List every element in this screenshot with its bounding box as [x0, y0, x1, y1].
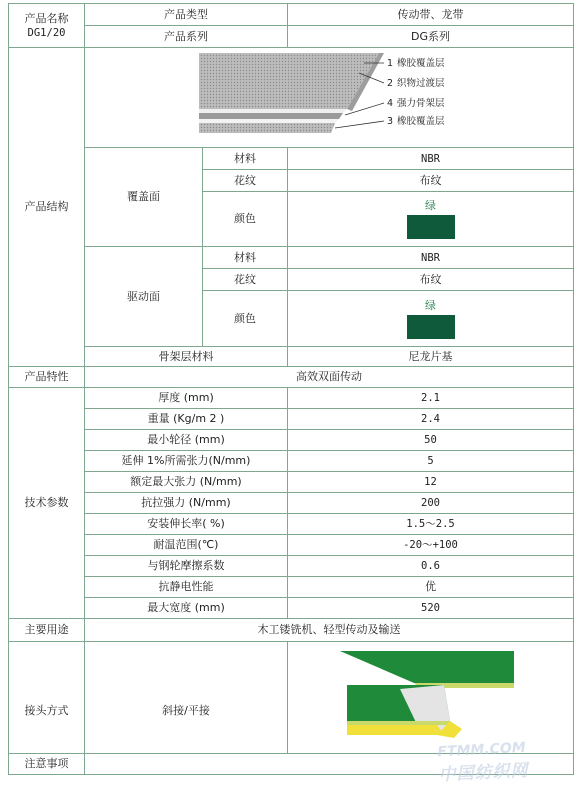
joint-diagram [292, 643, 572, 748]
tech-param-value: 5 [288, 451, 574, 472]
layer-label-3: 3 [387, 115, 394, 127]
tech-param-name: 安装伸长率( %) [85, 514, 288, 535]
tech-param-value: 0.6 [288, 556, 574, 577]
tech-param-name: 抗拉强力 (N/mm) [85, 493, 288, 514]
tech-row [9, 430, 574, 451]
cover-material-value: NBR [288, 148, 574, 170]
cover-color-swatch [407, 215, 455, 239]
drive-color-label: 颜色 [203, 291, 288, 347]
cover-pattern-value: 布纹 [288, 170, 574, 192]
layer-label-2: 2 [387, 77, 394, 89]
tech-param-name: 重量 (Kg/m 2 ) [85, 409, 288, 430]
features-value: 高效双面传动 [85, 367, 574, 388]
tech-param-name: 耐温范围(℃) [85, 535, 288, 556]
usage-label: 主要用途 [9, 619, 85, 642]
tech-param-name: 延伸 1%所需张力(N/mm) [85, 451, 288, 472]
layer-name-4: 强力骨架层 [397, 97, 445, 109]
cover-material-label: 材料 [203, 148, 288, 170]
cover-color-label: 颜色 [203, 192, 288, 247]
spec-table [8, 3, 574, 775]
features-label: 产品特性 [9, 367, 85, 388]
product-series-value: DG系列 [288, 26, 574, 48]
drive-pattern-value: 布纹 [288, 269, 574, 291]
row-product-series [9, 26, 574, 48]
row-features [9, 367, 574, 388]
bottom-cover-layer [199, 123, 335, 133]
joint-label: 接头方式 [9, 642, 85, 754]
layer-label-1: 1 [387, 57, 394, 69]
drive-color-value: 绿 [425, 298, 436, 312]
tech-param-value: 1.5～2.5 [288, 514, 574, 535]
row-structure-diagram [9, 48, 574, 148]
drive-pattern-label: 花纹 [203, 269, 288, 291]
drive-color-swatch [407, 315, 455, 339]
layer-label-4: 4 [387, 97, 394, 109]
transition-layer-lower [199, 119, 339, 123]
product-code: DG1/20 [27, 26, 66, 39]
layer-name-2: 织物过渡层 [397, 77, 445, 89]
tech-param-value: 50 [288, 430, 574, 451]
layer-name-1: 橡胶覆盖层 [397, 57, 445, 69]
tech-param-value: 2.1 [288, 388, 574, 409]
belt-structure-diagram [179, 51, 479, 141]
watermark [437, 740, 529, 786]
layer-name-3: 橡胶覆盖层 [397, 115, 445, 127]
structure-label: 产品结构 [9, 48, 85, 367]
tech-param-name: 厚度 (mm) [85, 388, 288, 409]
lower-belt-piece [347, 685, 462, 738]
tech-param-name: 额定最大张力 (N/mm) [85, 472, 288, 493]
tech-row [9, 598, 574, 619]
product-series-label: 产品系列 [85, 26, 288, 48]
tech-row [9, 472, 574, 493]
tech-row [9, 577, 574, 598]
usage-value: 木工镂铣机、轻型传动及输送 [85, 619, 574, 642]
tech-param-name: 抗静电性能 [85, 577, 288, 598]
watermark-line2: 中国纺织网 [438, 760, 530, 786]
tech-row [9, 388, 574, 409]
skeleton-layer [199, 113, 343, 119]
tech-param-value: -20～+100 [288, 535, 574, 556]
product-type-value: 传动带、龙带 [288, 4, 574, 26]
watermark-line1: FTMM.COM [436, 739, 527, 761]
row-usage [9, 619, 574, 642]
product-name-label: 产品名称 [24, 11, 69, 25]
tech-row [9, 535, 574, 556]
tech-row [9, 514, 574, 535]
row-product-type [9, 4, 574, 26]
tech-param-value: 优 [288, 577, 574, 598]
drive-material-value: NBR [288, 247, 574, 269]
tech-param-value: 200 [288, 493, 574, 514]
upper-belt-piece [340, 651, 514, 688]
tech-param-value: 12 [288, 472, 574, 493]
skeleton-label: 骨架层材料 [85, 347, 288, 367]
tech-row [9, 493, 574, 514]
tech-param-value: 520 [288, 598, 574, 619]
tech-label: 技术参数 [9, 388, 85, 619]
product-name-cell [9, 4, 85, 48]
skeleton-value: 尼龙片基 [288, 347, 574, 367]
cover-pattern-label: 花纹 [203, 170, 288, 192]
structure-diagram-cell [85, 48, 574, 148]
tech-param-value: 2.4 [288, 409, 574, 430]
belt-layers [199, 53, 384, 133]
product-type-label: 产品类型 [85, 4, 288, 26]
tech-param-name: 最小轮径 (mm) [85, 430, 288, 451]
joint-image-cell [288, 642, 574, 754]
tech-param-name: 与钢轮摩擦系数 [85, 556, 288, 577]
transition-layer [199, 109, 347, 113]
row-cover-material [9, 148, 574, 170]
cover-color-value: 绿 [425, 199, 436, 212]
joint-value: 斜接/平接 [85, 642, 288, 754]
cover-surface-label: 覆盖面 [85, 148, 203, 247]
row-joint [9, 642, 574, 754]
tech-row [9, 409, 574, 430]
tech-row [9, 451, 574, 472]
drive-material-label: 材料 [203, 247, 288, 269]
cover-color-cell [288, 192, 574, 247]
row-drive-material [9, 247, 574, 269]
tech-param-name: 最大宽度 (mm) [85, 598, 288, 619]
row-skeleton [9, 347, 574, 367]
tech-row [9, 556, 574, 577]
drive-color-cell [288, 291, 574, 347]
drive-surface-label: 驱动面 [85, 247, 203, 347]
notes-label: 注意事项 [9, 754, 85, 775]
